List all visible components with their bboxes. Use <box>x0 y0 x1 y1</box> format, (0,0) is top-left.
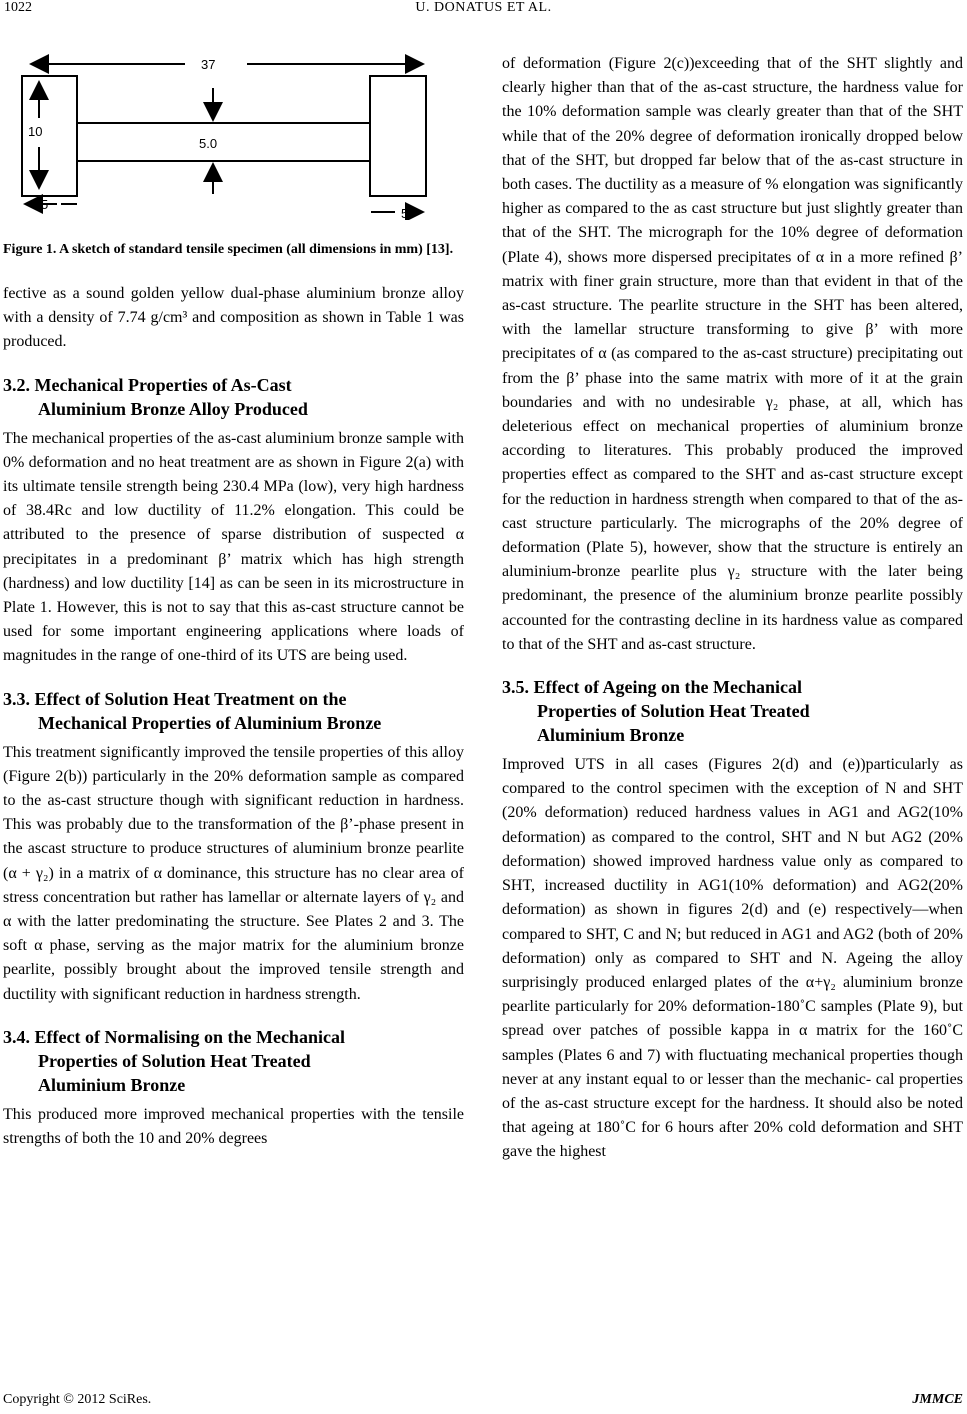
section-3-2-title-line2: Aluminium Bronze Alloy Produced <box>38 398 308 419</box>
section-3-3-text: This treatment significantly improved the tensile properties of this alloy (Figure 2(b)) particularly in the 20% deformation sample as compared to the as-cast structure though with significant reduction in hardness. This was probably due to the transformation of the β’-phase present in the ascast structure to produce structures of aluminium bronze pearlite (α + γ₂) in a matrix of α dominance, this structure has no clear area of stress concentration but rather has lamellar or alternate layers of γ₂ and α with the latter predominating the structure. See Plates 2 and 3. The soft α phase, serving as the major matrix for the aluminium bronze pearlite, possibly brought about the improved tensile strength and ductility with significant reduction in hardness strength. <box>3 743 464 1003</box>
copyright-notice: Copyright © 2012 SciRes. <box>3 1392 152 1407</box>
dim-grip-right: 5 <box>401 206 409 220</box>
section-3-3-title-line2: Mechanical Properties of Aluminium Bronze <box>38 712 382 733</box>
dim-overall: 37 <box>201 57 216 72</box>
section-3-2-title-line1: 3.2. Mechanical Properties of As-Cast <box>3 374 292 395</box>
dim-grip-height: 10 <box>28 124 43 139</box>
figure-1-caption: Figure 1. A sketch of standard tensile specimen (all dimensions in mm) [13]. <box>3 242 454 257</box>
dim-gauge: 5.0 <box>199 136 218 151</box>
page-footer <box>0 1392 967 1412</box>
dim-grip-left: 5 <box>41 197 49 212</box>
running-header <box>0 0 967 20</box>
gauge-section <box>77 123 370 161</box>
journal-abbrev: JMMCE <box>912 1392 963 1407</box>
section-3-5-text: Improved UTS in all cases (Figures 2(d) and (e))particularly as compared to the control specimen with the exception of N and SHT (20% deformation) reduced hardness values in AG1 and AG2(10% deformation) as compared to the control, SHT and N but AG2 (20% deformation) showed improved hardness value only as compared to SHT, increased ductility in AG1(10% deformation) and AG2(20% deformation) as shown in figures 2(d) and (e) respectively—when compared to SHT, C and N; but reduced in AG1 and AG2 (both of 20% deformation) only as compared to SHT and N. Ageing the alloy surprisingly produced enlarged plates of the α+γ₂ aluminium bronze pearlite particularly for 20% deformation-180˚C samples (Plate 9), but spread over patches of possible kappa in α matrix for the 160˚C samples (Plates 6 and 7) with fluctuating mechanical properties though never at any instant equal to or lesser than the mechanic- cal properties of the as-cast structure except for the hardness. It should also be noted that ageing at 180˚C for 6 hours after 20% cold deformation and SHT gave the highest <box>502 756 963 1161</box>
running-authors: U. DONATUS ET AL. <box>415 0 552 15</box>
section-3-3-title-line1: 3.3. Effect of Solution Heat Treatment on the <box>3 688 347 709</box>
section-3-3-heading <box>3 687 464 735</box>
left-column <box>3 52 464 1151</box>
section-3-2-text: The mechanical properties of the as-cast aluminium bronze sample with 0% deformation and no heat treatment are as shown in Figure 2(a) with its ultimate tensile strength being 230.4 MPa (low), very high hardness of 38.4Rc and low ductility of 11.2% elongation. This could be attributed to the presence of sparse distribution of suspected α precipitates in a predominant β’ matrix which has high strength (hardness) and low ductility [14] as can be seen in its microstructure in Plate 1. However, this is not to say that this as-cast structure cannot be used for some important engineering applications where loads of magnitudes in the range of one-third of its UTS are being used. <box>3 429 464 665</box>
section-3-5-title-line3: Aluminium Bronze <box>537 725 685 746</box>
paragraph-intro: fective as a sound golden yellow dual-phase aluminium bronze alloy with a density of 7.74 g/cm³ and composition as shown in Table 1 was produced. <box>3 285 464 351</box>
section-3-4-title-line3: Aluminium Bronze <box>38 1074 186 1095</box>
section-3-4-title-line1: 3.4. Effect of Normalising on the Mechanical <box>3 1026 345 1047</box>
section-3-4-title-line2: Properties of Solution Heat Treated <box>38 1050 311 1071</box>
section-3-4-heading <box>3 1025 464 1097</box>
right-grip <box>370 76 426 196</box>
section-3-5-heading <box>502 675 963 747</box>
section-3-4-text: This produced more improved mechanical properties with the tensile strengths of both the 10 and 20% degrees <box>3 1105 464 1148</box>
section-3-2-heading <box>3 373 464 421</box>
section-3-5-title-line2: Properties of Solution Heat Treated <box>537 701 810 722</box>
section-3-4-continued-text: of deformation (Figure 2(c))exceeding that of the SHT slightly and clearly higher than that of the as-cast structure, the hardness value for the 10% deformation sample was clearly greater than that of the SHT while that of the 20% degree of deformation ironically dropped below that of the SHT, but dropped far below that of the as-cast structure in both cases. The ductility as a measure of % elongation was significantly higher as compared to the as cast structure but just slightly greater than that of the SHT. The micrograph for the 10% degree of deformation (Plate 4), shows more dispersed precipitates of α in a more refined β’ matrix with finer grain structure, more than that evident in that of the as-cast structure. The pearlite structure in the SHT has been altered, with the lamellar structure transforming to give β’ with more precipitates of α (as compared to the as-cast structure) precipitating out from the β’ phase into the same matrix with more of it at the grain boundaries and with no undesirable γ₂ phase, at all, which has deleterious effect on mechanical properties of aluminium bronze according to literatures. This probably produced the improved properties effect as compared to the SHT and as-cast structure except for the reduction in hardness strength when compared to that of the as-cast structure particularly. The micrographs of the 20% degree of deformation (Plate 5), however, show that the structure is entirely an aluminium-bronze pearlite plus γ₂ structure with the later being predominant, the presence of the aluminium bronze pearlite possibly accounted for the contrasting decline in its hardness value as compared to that of the SHT and as-cast structure. <box>502 55 963 653</box>
right-column <box>502 52 963 1165</box>
page-number: 1022 <box>4 0 32 15</box>
figure-1-sketch <box>3 52 464 220</box>
section-3-5-title-line1: 3.5. Effect of Ageing on the Mechanical <box>502 677 802 698</box>
tensile-specimen-drawing <box>3 52 464 220</box>
